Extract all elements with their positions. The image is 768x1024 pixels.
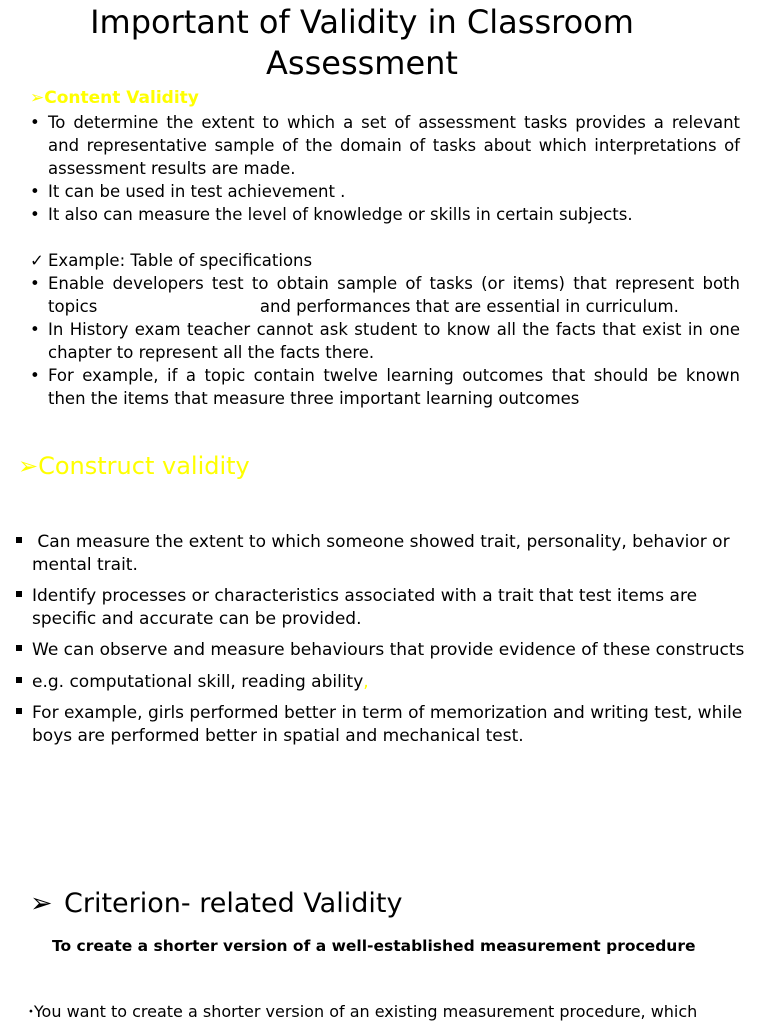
list-item (16, 585, 746, 630)
example-heading-text: Example: Table of specifications (48, 251, 313, 270)
list-item (16, 702, 746, 747)
example-heading (30, 249, 740, 272)
criterion-subheading: To create a shorter version of a well-established measurement procedure (52, 937, 696, 955)
bullet-dot-icon: • (30, 320, 40, 339)
page-title: Important of Validity in Classroom Assessment (90, 3, 634, 82)
square-bullet-icon (16, 677, 22, 683)
bullet-dot-icon: • (30, 366, 40, 385)
list-item-text: e.g. computational skill, reading ability (32, 671, 364, 692)
construct-validity-list (16, 531, 746, 747)
criterion-validity-title: Criterion- related Validity (64, 888, 403, 919)
bullet-dot-icon: • (30, 274, 40, 293)
square-bullet-icon (16, 645, 22, 651)
list-item-text: It also can measure the level of knowledge or skills in certain subjects. (48, 205, 633, 224)
arrow-bullet-icon: ➢ (18, 452, 39, 480)
list-item (16, 671, 746, 694)
construct-validity-heading (18, 452, 250, 480)
bullet-dot-icon: • (30, 113, 40, 132)
list-item (16, 531, 746, 576)
list-item-text: You want to create a shorter version of an existing measurement procedure, which (33, 1002, 698, 1021)
example-list (30, 272, 746, 410)
list-item (16, 639, 746, 662)
list-item (30, 272, 746, 318)
list-item-text: To determine the extent to which a set of assessment tasks provides a relevant and representative sample of the domain of tasks about which interpretations of assessment results are made. (48, 113, 740, 178)
list-item-text: In History exam teacher cannot ask student to know all the facts that exist in one chapter to represent all the facts there. (48, 320, 740, 362)
list-item-text: We can observe and measure behaviours that provide evidence of these constructs (32, 640, 745, 660)
list-item (30, 203, 740, 226)
bullet-dot-icon: • (30, 182, 40, 201)
trailing-comma: , (363, 671, 369, 692)
list-item-text: Can measure the extent to which someone showed trait, personality, behavior or mental trait. (32, 532, 735, 575)
list-item (30, 318, 740, 364)
list-item-text: For example, if a topic contain twelve learning outcomes that should be known then the items that measure three important learning outcomes (48, 366, 740, 408)
criterion-bullet (28, 1001, 758, 1024)
arrow-bullet-icon: ➢ (30, 888, 53, 919)
content-validity-title: Content Validity (44, 88, 199, 108)
list-item (30, 364, 740, 410)
arrow-bullet-icon: ➢ (30, 88, 45, 108)
checkmark-icon: ✓ (30, 251, 44, 270)
square-bullet-icon (16, 591, 22, 597)
square-bullet-icon (16, 708, 22, 714)
bullet-dot-icon: • (30, 205, 40, 224)
construct-validity-title: Construct validity (38, 452, 250, 480)
square-bullet-icon (16, 537, 22, 543)
list-item-text: Identify processes or characteristics associated with a trait that test items are specific and accurate can be provided. (32, 586, 698, 629)
bullet-dot-icon: • (28, 1006, 34, 1018)
content-validity-list (30, 111, 740, 226)
criterion-validity-heading (30, 888, 402, 919)
list-item-text: It can be used in test achievement . (48, 182, 346, 201)
list-item-text: Enable developers test to obtain sample of tasks (or items) that represent both topics and performances that are essential in curriculum. (48, 274, 746, 316)
content-validity-heading (30, 88, 199, 108)
list-item-text: For example, girls performed better in term of memorization and writing test, while boys are performed better in spatial and mechanical test. (32, 703, 743, 746)
list-item (30, 180, 740, 203)
list-item (30, 111, 740, 180)
